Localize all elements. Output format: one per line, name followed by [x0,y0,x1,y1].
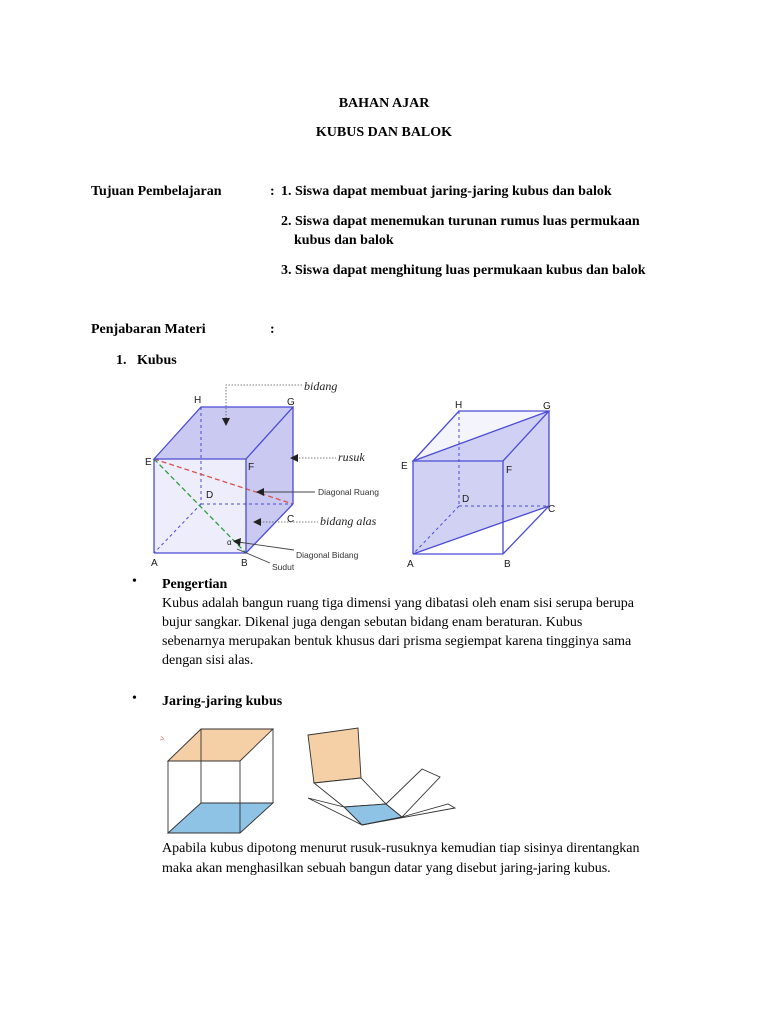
objectives-colon: : [270,184,275,199]
jaring-line-2: maka akan menghasilkan sebuah bangun datar yang disebut jaring-jaring kubus. [162,861,611,876]
objectives-label: Tujuan Pembelajaran [91,184,222,199]
pencil-mark [160,736,164,740]
page-subtitle: KUBUS DAN BALOK [315,125,453,140]
jaring-line-1: Apabila kubus dipotong menurut rusuk-rusuknya kemudian tiap sisinya direntangkan [162,841,640,856]
vertex-d: D [206,490,214,501]
objective-2: 2. Siswa dapat menemukan turunan rumus luas permukaan [281,214,640,229]
section-number: 1. [116,353,127,368]
pengertian-line-1: Kubus adalah bangun ruang tiga dimensi yang dibatasi oleh enam sisi serupa berupa [162,596,634,611]
label-diagonal-ruang: Diagonal Ruang [318,487,379,497]
label-sudut: Sudut [272,562,295,572]
vertex-h: H [194,395,202,406]
unfolding-net-diagram [300,722,460,832]
label-diagonal-bidang: Diagonal Bidang [296,550,359,560]
objective-3: 3. Siswa dapat menghitung luas permukaan kubus dan balok [281,263,646,278]
vertex-f: F [506,465,513,476]
vertex-e: E [401,461,408,472]
vertex-g: G [543,401,551,412]
label-bidang: bidang [304,379,338,393]
jaring-heading: Jaring-jaring kubus [162,694,283,709]
vertex-c: C [287,514,295,525]
objective-1: 1. Siswa dapat membuat jaring-jaring kubus dan balok [281,184,612,199]
section-title: Kubus [137,353,177,368]
vertex-a: A [151,558,158,569]
cube-diagram-annotated [140,372,400,578]
pengertian-line-4: dengan sisi alas. [162,653,254,668]
colored-cube-diagram [158,724,288,838]
vertex-a: A [407,559,414,570]
label-rusuk: rusuk [338,450,365,464]
pengertian-heading: Pengertian [162,577,228,592]
pengertian-line-2: bujur sangkar. Dikenal juga dengan sebutan bidang enam beraturan. Kubus [162,615,583,630]
vertex-f: F [248,462,255,473]
bullet-icon: • [132,691,137,706]
pengertian-line-3: sebenarnya merupakan bentuk khusus dari prisma segiempat karena tingginya sama [162,634,632,649]
vertex-c: C [548,504,556,515]
label-bidang-alas: bidang alas [320,514,377,528]
vertex-b: B [504,559,511,570]
page-title: BAHAN AJAR [338,96,430,111]
materials-colon: : [270,322,275,337]
vertex-b: B [241,558,248,569]
bottom-face [168,803,273,833]
vertex-e: E [145,457,152,468]
materials-label: Penjabaran Materi [91,322,206,337]
top-face [168,729,273,761]
cube-diagram-diagonal-plane [398,394,568,574]
vertex-g: G [287,397,295,408]
angle-symbol: α [227,538,232,547]
orange-face [308,728,361,783]
vertex-h: H [455,400,463,411]
bullet-icon: • [132,574,137,589]
objective-2-cont: kubus dan balok [294,233,394,248]
vertex-d: D [462,494,470,505]
